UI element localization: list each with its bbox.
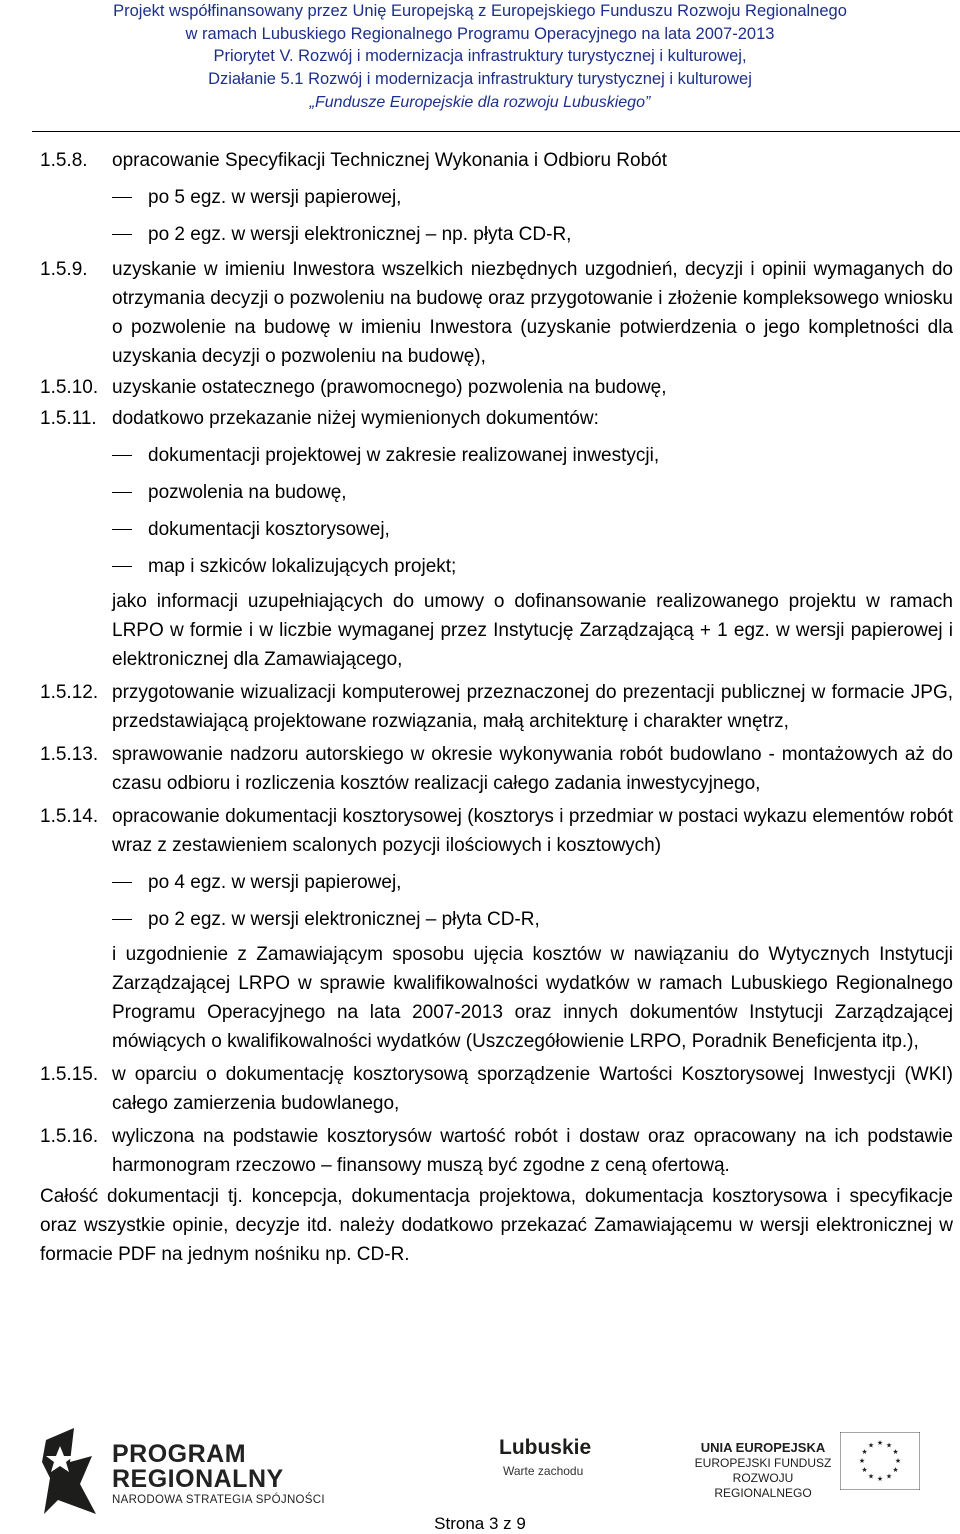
item-number: 1.5.11. bbox=[40, 408, 97, 429]
svg-text:★: ★ bbox=[892, 1448, 899, 1456]
sub-item bbox=[40, 441, 953, 470]
item-text: opracowanie dokumentacji kosztorysowej (kosztorys i przedmiar w postaci wykazu elementów robót wraz z zestawieniem scalonych pozycji ilościowych i kosztowych) bbox=[112, 806, 953, 856]
sub-item-text: po 2 egz. w wersji elektronicznej – płyta CD-R, bbox=[148, 909, 540, 930]
dash-bullet bbox=[112, 492, 132, 493]
sub-item bbox=[40, 478, 953, 507]
header-line-4: Działanie 5.1 Rozwój i modernizacja infrastruktury turystycznej i kulturowej bbox=[208, 69, 752, 88]
document-body bbox=[40, 144, 953, 1269]
document-header bbox=[0, 0, 960, 115]
svg-text:★: ★ bbox=[876, 1475, 884, 1483]
item-number: 1.5.16. bbox=[40, 1126, 99, 1147]
eu-flag-icon bbox=[840, 1432, 920, 1490]
program-regionalny-logo-icon bbox=[40, 1422, 100, 1520]
item-text: sprawowanie nadzoru autorskiego w okresie wykonywania robót budowlano - montażowych aż do czasu odbioru i rozliczenia kosztów realizacji całego zadania inwestycyjnego, bbox=[112, 744, 953, 794]
item-text: dodatkowo przekazanie niżej wymienionych dokumentów: bbox=[112, 408, 599, 429]
header-motto: „Fundusze Europejskie dla rozwoju Lubuskiego” bbox=[309, 94, 651, 111]
dash-bullet bbox=[112, 197, 132, 198]
item-number: 1.5.14. bbox=[40, 806, 99, 827]
header-line-2: w ramach Lubuskiego Regionalnego Programu Operacyjnego na lata 2007-2013 bbox=[185, 24, 775, 43]
svg-text:★: ★ bbox=[876, 1439, 884, 1447]
svg-text:★: ★ bbox=[894, 1457, 902, 1465]
dash-bullet bbox=[112, 882, 132, 883]
program-line-1: PROGRAM bbox=[112, 1440, 247, 1468]
sub-item-text: po 4 egz. w wersji papierowej, bbox=[148, 872, 402, 893]
list-item bbox=[40, 404, 953, 433]
item-text: w oparciu o dokumentację kosztorysową sporządzenie Wartości Kosztorysowej Inwestycji (WKI) całego zamierzenia budowlanego, bbox=[112, 1064, 953, 1114]
list-item bbox=[40, 740, 953, 798]
sub-item bbox=[40, 220, 953, 249]
item-number: 1.5.15. bbox=[40, 1064, 99, 1085]
item-note: jako informacji uzupełniających do umowy o dofinansowanie realizowanego projektu w ramach LRPO w formie i w liczbie wymaganej przez Instytucję Zarządzającą + 1 egz. w wersji papierowej i elektronicznej dla Zamawiającego, bbox=[112, 591, 953, 670]
item-note: i uzgodnienie z Zamawiającym sposobu ujęcia kosztów w nawiązaniu do Wytycznych Instytucji Zarządzającej LRPO w sprawie kwalifikowalności wydatków w ramach Lubuskiego Regionalnego Programu Operacyjnego na lata 2007-2013 oraz innych dokumentów Instytucji Zarządzającej mówiących o kwalifikowalności wydatków (Uszczegółowienie LRPO, Poradnik Beneficjenta itp.), bbox=[112, 944, 953, 1052]
dash-bullet bbox=[112, 919, 132, 920]
eu-line-2: EUROPEJSKI FUNDUSZ bbox=[694, 1456, 832, 1470]
eu-line-3: ROZWOJU REGIONALNEGO bbox=[714, 1471, 812, 1500]
svg-text:★: ★ bbox=[867, 1472, 875, 1481]
item-text: wyliczona na podstawie kosztorysów wartość robót i dostaw oraz opracowany na ich podstawie harmonogram rzeczowo – finansowy muszą być zgodne z ceną ofertową. bbox=[112, 1126, 953, 1176]
item-text: opracowanie Specyfikacji Technicznej Wykonania i Odbioru Robót bbox=[112, 150, 667, 171]
sub-item bbox=[40, 515, 953, 544]
item-text: przygotowanie wizualizacji komputerowej przeznaczonej do prezentacji publicznej w formacie JPG, przedstawiającą projektowane rozwiązania, małą architekturę i charakter wnętrz, bbox=[112, 682, 953, 732]
item-number: 1.5.10. bbox=[40, 377, 99, 398]
sub-item-text: map i szkiców lokalizujących projekt; bbox=[148, 556, 457, 577]
sub-item-text: po 2 egz. w wersji elektronicznej – np. płyta CD-R, bbox=[148, 224, 572, 245]
svg-text:★: ★ bbox=[885, 1472, 893, 1481]
lubuskie-tagline: Warte zachodu bbox=[503, 1464, 584, 1478]
sub-item-text: po 5 egz. w wersji papierowej, bbox=[148, 187, 402, 208]
header-line-1: Projekt współfinansowany przez Unię Europejską z Europejskiego Funduszu Rozwoju Regionalnego bbox=[113, 2, 847, 20]
svg-text:★: ★ bbox=[858, 1457, 866, 1465]
item-text: uzyskanie ostatecznego (prawomocnego) pozwolenia na budowę, bbox=[112, 377, 667, 398]
list-item bbox=[40, 802, 953, 860]
svg-text:★: ★ bbox=[892, 1466, 899, 1474]
sub-item bbox=[40, 552, 953, 581]
dash-bullet bbox=[112, 234, 132, 235]
dash-bullet bbox=[112, 529, 132, 530]
sub-item bbox=[40, 868, 953, 897]
sub-item-text: dokumentacji projektowej w zakresie realizowanej inwestycji, bbox=[148, 445, 660, 466]
svg-text:★: ★ bbox=[885, 1441, 893, 1450]
header-divider bbox=[32, 131, 960, 132]
eu-line-1: UNIA EUROPEJSKA bbox=[700, 1440, 826, 1455]
list-item bbox=[40, 678, 953, 736]
item-number: 1.5.13. bbox=[40, 744, 99, 765]
sub-item-text: dokumentacji kosztorysowej, bbox=[148, 519, 390, 540]
page-footer bbox=[0, 1410, 960, 1534]
list-item bbox=[40, 373, 953, 402]
list-item bbox=[40, 1060, 953, 1118]
closing-paragraph: Całość dokumentacji tj. koncepcja, dokumentacja projektowa, dokumentacja kosztorysowa i specyfikacje oraz wszystkie opinie, decyzje itd. należy dodatkowo przekazać Zamawiającemu w wersji elektronicznej w formacie PDF na jednym nośniku np. CD-R. bbox=[40, 1186, 953, 1265]
sub-item-text: pozwolenia na budowę, bbox=[148, 482, 347, 503]
lubuskie-name: Lubuskie bbox=[499, 1436, 592, 1459]
page-number: Strona 3 z 9 bbox=[434, 1514, 526, 1533]
list-item bbox=[40, 1122, 953, 1180]
item-number: 1.5.8. bbox=[40, 150, 88, 171]
program-line-2: REGIONALNY bbox=[112, 1465, 284, 1493]
header-line-3: Priorytet V. Rozwój i modernizacja infrastruktury turystycznej i kulturowej, bbox=[213, 47, 747, 65]
list-item bbox=[40, 146, 953, 175]
eu-wordmark bbox=[688, 1440, 838, 1501]
item-number: 1.5.12. bbox=[40, 682, 99, 703]
dash-bullet bbox=[112, 566, 132, 567]
sub-item bbox=[40, 905, 953, 934]
program-regionalny-wordmark bbox=[112, 1442, 325, 1509]
program-line-3: NARODOWA STRATEGIA SPÓJNOŚCI bbox=[112, 1494, 325, 1506]
svg-text:★: ★ bbox=[861, 1466, 868, 1474]
svg-text:★: ★ bbox=[861, 1448, 868, 1456]
sub-item bbox=[40, 183, 953, 212]
svg-text:★: ★ bbox=[867, 1441, 875, 1450]
dash-bullet bbox=[112, 455, 132, 456]
item-text: uzyskanie w imieniu Inwestora wszelkich niezbędnych uzgodnień, decyzji i opinii wymaganych do otrzymania decyzji o pozwoleniu na budowę oraz przygotowanie i złożenie kompleksowego wniosku o pozwolenie na budowę w imieniu Inwestora (uzyskanie potwierdzenia o jego kompletności dla uzyskania decyzji o pozwoleniu na budowę), bbox=[112, 259, 953, 367]
item-number: 1.5.9. bbox=[40, 259, 88, 280]
list-item bbox=[40, 255, 953, 371]
